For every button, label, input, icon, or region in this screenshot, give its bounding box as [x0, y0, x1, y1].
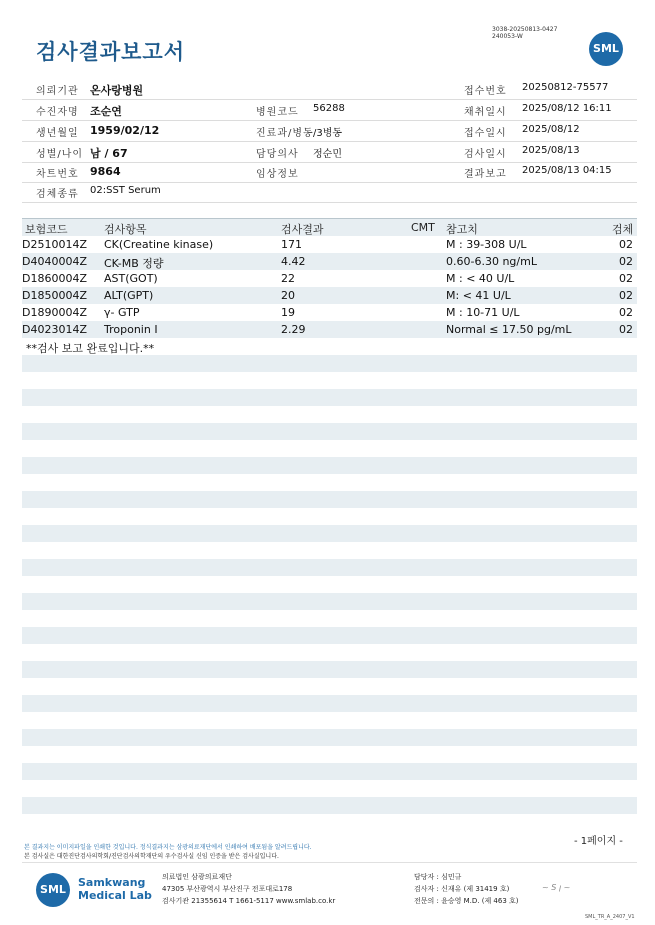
- footer-divider: [22, 862, 637, 863]
- col-insurance-code: 보험코드: [25, 223, 68, 236]
- organization-address: 의료법인 삼광의료재단 47305 부산광역시 부산진구 전포대로178 검사기관 21355614 T 1661-5117 www.smlab.co.kr: [162, 873, 336, 905]
- reference-code: 3038-20250813-0427 240053-W: [492, 26, 558, 40]
- empty-row-stripe: [22, 423, 637, 440]
- document-id: SML_TR_A_2407_V1: [585, 914, 635, 920]
- col-result: 검사결과: [281, 223, 324, 236]
- test-datetime: 2025/08/13: [522, 145, 580, 156]
- empty-row-stripe: [22, 627, 637, 644]
- table-row: D1850004Z ALT(GPT) 20 M: < 41 U/L 02: [22, 287, 637, 304]
- table-row: D4023014Z Troponin I 2.29 Normal ≤ 17.50 pg/mL 02: [22, 321, 637, 338]
- col-specimen: 검체: [612, 223, 634, 236]
- sml-logo-footer: SML: [36, 873, 70, 907]
- institution-value: 온사랑병원: [90, 84, 144, 97]
- results-table-header: [22, 218, 637, 236]
- col-reference: 참고치: [446, 223, 478, 236]
- collection-datetime: 2025/08/12 16:11: [522, 103, 612, 114]
- staff-list: 담당자 : 심민규 검사자 : 신재유 (제 31419 호) 전문의 : 윤승영 M.D. (제 463 호): [414, 873, 519, 905]
- signature-mark: ~ ꓢ ꞁ ~: [542, 883, 571, 892]
- page-title: 검사결과보고서: [36, 40, 186, 64]
- table-row: D4040004Z CK-MB 정량 4.42 0.60-6.30 ng/mL 02: [22, 253, 637, 270]
- empty-row-stripe: [22, 525, 637, 542]
- empty-row-stripe: [22, 797, 637, 814]
- receipt-number: 20250812-75577: [522, 82, 609, 93]
- info-row-sex-age: 성별/나이 남 / 67 담당의사 정순민 검사일시 2025/08/13: [22, 142, 637, 163]
- print-notice: 본 결과지는 이미지파일을 인쇄한 것입니다. 정식결과지는 삼광의료재단에서 인쇄하여 배포됨을 알려드립니다.: [24, 844, 312, 851]
- accreditation-notice: 본 검사실은 대한진단검사의학회/진단검사의학재단의 우수검사실 신임 인증을 받은 검사실입니다.: [24, 853, 279, 860]
- empty-row-stripe: [22, 491, 637, 508]
- birth-date: 1959/02/12: [90, 124, 160, 137]
- brand-name: Samkwang Medical Lab: [78, 876, 152, 902]
- completion-note: **검사 보고 완료입니다.**: [26, 342, 155, 355]
- sml-logo: SML: [589, 32, 623, 66]
- specimen-type: 02:SST Serum: [90, 185, 161, 196]
- empty-row-stripe: [22, 355, 637, 372]
- chart-number: 9864: [90, 165, 121, 178]
- info-row-institution: 의뢰기관 온사랑병원 접수번호 20250812-75577: [22, 79, 637, 100]
- sex-age: 남 / 67: [90, 147, 128, 160]
- info-row-chart-number: 차트번호 9864 임상정보 결과보고 2025/08/13 04:15: [22, 162, 637, 183]
- info-row-birthdate: 생년월일 1959/02/12 진료과/병동 /3병동 접수일시 2025/08/12: [22, 121, 637, 142]
- empty-row-stripe: [22, 457, 637, 474]
- info-row-patient-name: 수진자명 조순연 병원코드 56288 채취일시 2025/08/12 16:11: [22, 100, 637, 121]
- empty-row-stripe: [22, 593, 637, 610]
- info-row-specimen: 검체종류 02:SST Serum: [22, 182, 637, 203]
- empty-row-stripe: [22, 729, 637, 746]
- col-cmt: CMT: [411, 221, 435, 234]
- empty-row-stripe: [22, 661, 637, 678]
- table-row: D1890004Z γ- GTP 19 M : 10-71 U/L 02: [22, 306, 633, 319]
- department-ward: /3병동: [313, 128, 343, 139]
- report-datetime: 2025/08/13 04:15: [522, 165, 612, 176]
- table-row: D2510014Z CK(Creatine kinase) 171 M : 39-308 U/L 02: [22, 238, 633, 251]
- empty-row-stripe: [22, 763, 637, 780]
- empty-row-stripe: [22, 559, 637, 576]
- empty-row-stripe: [22, 695, 637, 712]
- empty-row-stripe: [22, 389, 637, 406]
- hospital-code: 56288: [313, 103, 345, 114]
- page-number: - 1페이지 -: [574, 836, 623, 847]
- receipt-datetime: 2025/08/12: [522, 124, 580, 135]
- table-row: D1860004Z AST(GOT) 22 M : < 40 U/L 02: [22, 272, 633, 285]
- doctor-name: 정순민: [313, 149, 342, 160]
- col-test-item: 검사항목: [104, 223, 147, 236]
- patient-name: 조순연: [90, 105, 122, 118]
